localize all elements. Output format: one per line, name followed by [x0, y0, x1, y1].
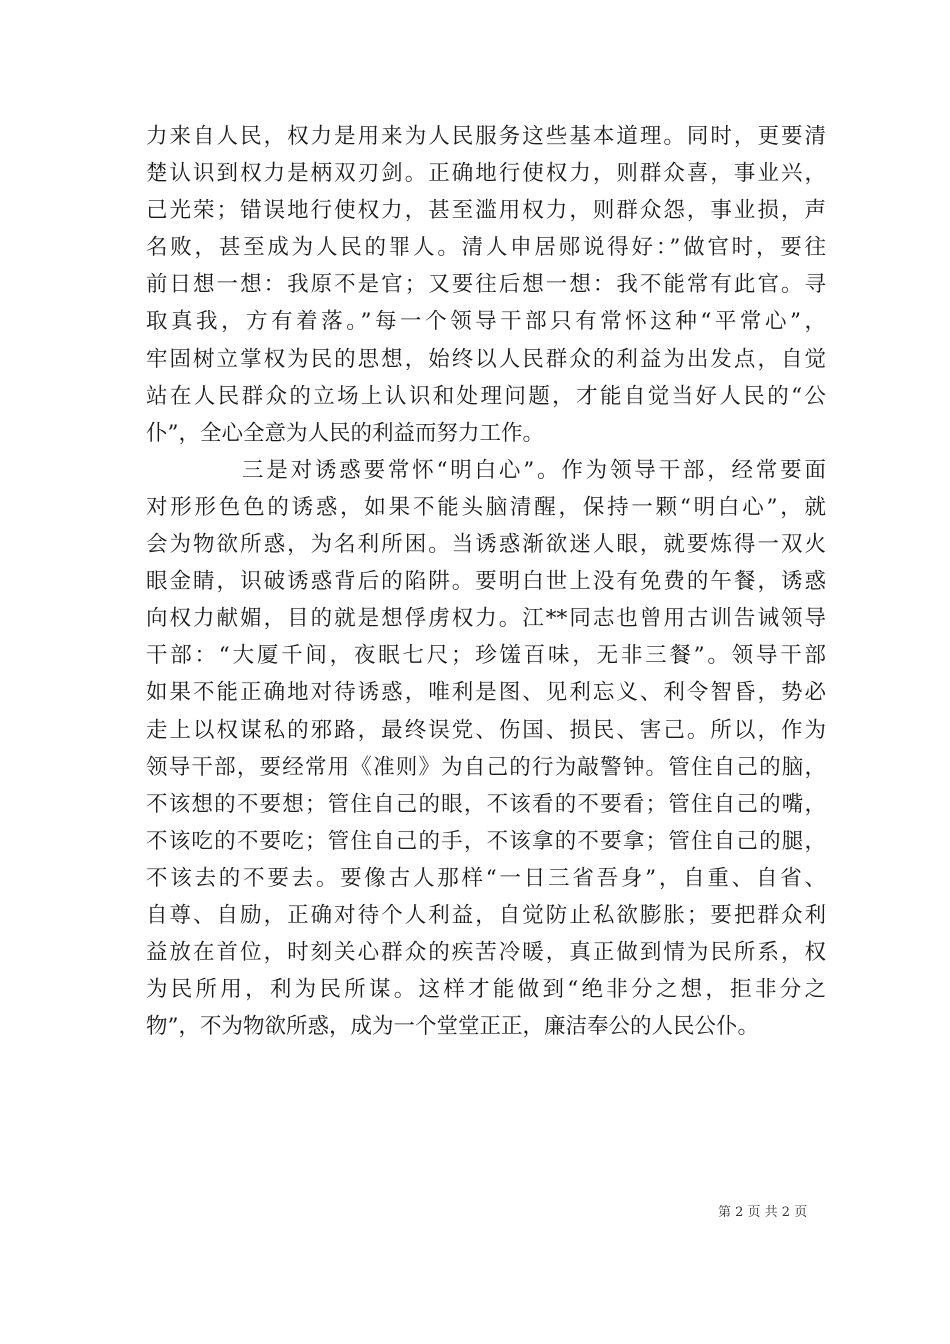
- paragraph-line: 不该想的不要想；管住自己的眼，不该看的不要看；管住自己的嘴，: [146, 791, 826, 817]
- paragraph-line: 力来自人民，权力是用来为人民服务这些基本道理。同时，更要清: [146, 124, 826, 149]
- paragraph-line: 干部：“大厦千间，夜眠七尺；珍馐百味，无非三餐”。领导干部: [146, 643, 826, 669]
- paragraph-line: 走上以权谋私的邪路，最终误党、伤国、损民、害己。所以，作为: [146, 717, 826, 743]
- paragraph-line: 对形形色色的诱惑，如果不能头脑清醒，保持一颗“明白心”，就: [146, 494, 826, 520]
- paragraph-line: 牢固树立掌权为民的思想，始终以人民群众的利益为出发点，自觉: [146, 346, 826, 372]
- paragraph-line: 物”，不为物欲所惑，成为一个堂堂正正，廉洁奉公的人民公仆。: [146, 1014, 759, 1040]
- paragraph-line: 自尊、自励，正确对待个人利益，自觉防止私欲膨胀；要把群众利: [146, 902, 826, 928]
- paragraph-line: 楚认识到权力是柄双刃剑。正确地行使权力，则群众喜，事业兴，: [146, 161, 826, 187]
- paragraph-line: 为民所用，利为民所谋。这样才能做到“绝非分之想，拒非分之: [146, 977, 826, 1003]
- paragraph-line: 仆”，全心全意为人民的利益而努力工作。: [146, 420, 544, 446]
- paragraph-line: 领导干部，要经常用《准则》为自己的行为敲警钟。管住自己的脑，: [146, 754, 826, 780]
- paragraph-line: 己光荣；错误地行使权力，甚至滥用权力，则群众怨，事业损，声: [146, 198, 826, 224]
- paragraph-line: 益放在首位，时刻关心群众的疾苦冷暖，真正做到情为民所系，权: [146, 940, 826, 966]
- paragraph-line: 如果不能正确地对待诱惑，唯利是图、见利忘义、利令智昏，势必: [146, 680, 826, 706]
- document-body: [146, 118, 826, 1045]
- paragraph-line: 眼金睛，识破诱惑背后的陷阱。要明白世上没有免费的午餐，诱惑: [146, 569, 826, 595]
- paragraph-line: 不该去的不要去。要像古人那样“一日三省吾身”，自重、自省、: [146, 865, 826, 891]
- paragraph-line: 向权力献媚，目的就是想俘虏权力。江**同志也曾用古训告诫领导: [146, 606, 826, 632]
- paragraph-line: 名败，甚至成为人民的罪人。清人申居郧说得好：”做官时，要往: [146, 235, 826, 261]
- paragraph-line: 三是对诱惑要常怀“明白心”。作为领导干部，经常要面: [242, 457, 826, 483]
- paragraph-1: [146, 118, 826, 452]
- paragraph-line: 取真我，方有着落。”每一个领导干部只有常怀这种“平常心”，: [146, 309, 826, 335]
- paragraph-2: [146, 452, 826, 1046]
- paragraph-line: 不该吃的不要吃；管住自己的手，不该拿的不要拿；管住自己的腿，: [146, 828, 826, 854]
- paragraph-line: 会为物欲所惑，为名利所困。当诱惑渐欲迷人眼，就要炼得一双火: [146, 532, 826, 558]
- page-number-footer: 第 2 页 共 2 页: [718, 1205, 808, 1220]
- paragraph-line: 站在人民群众的立场上认识和处理问题，才能自觉当好人民的“公: [146, 383, 826, 409]
- paragraph-line: 前日想一想：我原不是官；又要往后想一想：我不能常有此官。寻: [146, 272, 826, 298]
